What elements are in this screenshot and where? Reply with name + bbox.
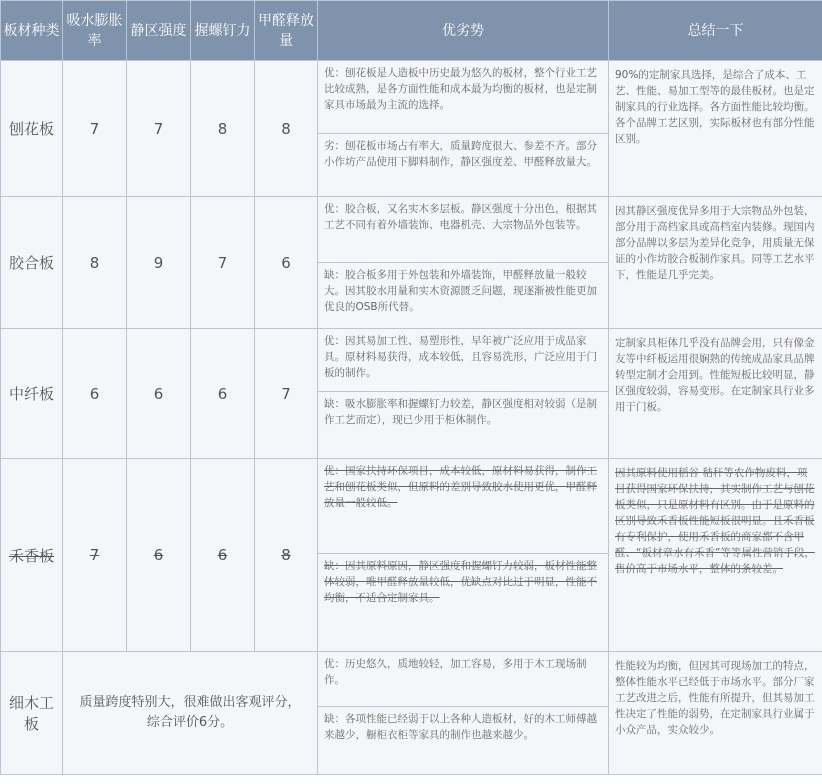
header-formaldehyde: 甲醛释放量 [255, 1, 318, 61]
screw-score: 7 [191, 197, 255, 329]
screw-score: 8 [191, 61, 255, 197]
expansion-score: 6 [63, 329, 127, 459]
table-row [1, 652, 822, 707]
table-row [1, 197, 822, 263]
expansion-score: 7 [63, 61, 127, 197]
formaldehyde-score: 8 [255, 459, 318, 652]
material-name: 中纤板 [1, 329, 63, 459]
cons-text: 缺：吸水膨胀率和握螺钉力较差，静区强度相对较弱（是制作工艺而定），现已少用于柜体制作。 [318, 392, 609, 459]
header-expansion: 吸水膨胀率 [63, 1, 127, 61]
pros-text: 优：历史悠久，质地较轻，加工容易，多用于木工现场制作。 [318, 652, 609, 707]
material-name: 胶合板 [1, 197, 63, 329]
pros-text: 优：因其易加工性、易塑形性，早年被广泛应用于成品家具。原材料易获得，成本较低，且容易洗形，广泛应用于门板的制作。 [318, 329, 609, 392]
cons-text: 劣：刨花板市场占有率大，质量跨度很大、参差不齐。部分小作坊产品使用下脚料制作，静区强度差、甲醛释放量大。 [318, 134, 609, 197]
formaldehyde-score: 6 [255, 197, 318, 329]
material-name: 禾香板 [1, 459, 63, 652]
table-row [1, 329, 822, 392]
formaldehyde-score: 8 [255, 61, 318, 197]
table-row [1, 459, 822, 554]
header-strength: 静区强度 [127, 1, 191, 61]
cons-text: 缺：各项性能已经弱于以上各种人造板材，好的木工师傅越来越少，橱柜衣柜等家具的制作也越来越少。 [318, 707, 609, 775]
strength-score: 6 [127, 329, 191, 459]
strength-score: 7 [127, 61, 191, 197]
pros-text: 优：国家扶持环保项目，成本较低，原材料易获得，制作工艺和刨花板类似，但原料的差别导致胶水使用更优，甲醛释放量一般较低。 [318, 459, 609, 554]
header-summary: 总结一下 [609, 1, 822, 61]
header-material: 板材种类 [1, 1, 63, 61]
material-name: 刨花板 [1, 61, 63, 197]
strength-score: 6 [127, 459, 191, 652]
table-row [1, 61, 822, 134]
summary-text: 性能较为均衡，但因其可现场加工的特点，整体性能水平已经低于市场水平。部分厂家工艺改进之后，性能有所提升，但其易加工性决定了性能的弱势，在定制家具行业属于小众产品，实众较少。 [609, 652, 822, 775]
screw-score: 6 [191, 459, 255, 652]
strength-score: 9 [127, 197, 191, 329]
header-screw: 握螺钉力 [191, 1, 255, 61]
pros-text: 优：胶合板，又名实木多层板。静区强度十分出色，根据其工艺不同有着外墙装饰、电器机壳、大宗物品外包装等。 [318, 197, 609, 263]
screw-score: 6 [191, 329, 255, 459]
header-row [1, 1, 822, 61]
material-name: 细木工板 [1, 652, 63, 775]
summary-text: 因其静区强度优异多用于大宗物品外包装，部分用于高档家具或高档室内装修。现国内部分品牌以多层为差异化竞争，用质量无保证的小作坊胶合板制作家具。同等工艺水平下，性能是几乎完美。 [609, 197, 822, 329]
merged-score-note: 质量跨度特别大，很难做出客观评分，综合评价6分。 [63, 652, 318, 775]
pros-text: 优：刨花板是人造板中历史最为悠久的板材，整个行业工艺比较成熟，是各方面性能和成本最为均衡的板材，也是定制家具市场最为主流的选择。 [318, 61, 609, 134]
cons-text: 缺：胶合板多用于外包装和外墙装饰，甲醛释放量一般较大。因其胶水用量和实木资源匮乏问题，现逐渐被性能更加优良的OSB所代替。 [318, 263, 609, 329]
cons-text: 缺：因其原料原因，静区强度和握螺钉力较弱，板材性能整体较弱，唯甲醛释放量较低，优缺点对比过于明显，性能不均衡，不适合定制家具。 [318, 554, 609, 652]
header-pros-cons: 优劣势 [318, 1, 609, 61]
expansion-score: 8 [63, 197, 127, 329]
expansion-score: 7 [63, 459, 127, 652]
formaldehyde-score: 7 [255, 329, 318, 459]
summary-text: 因其原料使用稻谷 秸秆等农作物废料，项目获得国家环保扶持，其实制作工艺与刨花板类似，只是原材料有区别。由于是原料的区别导致禾香板性能短板很明显。且禾香板有专利保护，使用禾香板的商家都不含甲醛、“板材章水有禾香”等等属性营销手段，售价高于市场水平，整体的条较差。 [609, 459, 822, 652]
summary-text: 90%的定制家具选择，是综合了成本、工艺、性能、易加工型等的最佳板材。也是定制家具的行业选择。各方面性能比较均衡。各个品牌工艺区别，实际板材也有部分性能区别。 [609, 61, 822, 197]
summary-text: 定制家具柜体几乎没有品牌会用，只有像金友等中纤板运用很娴熟的传统成品家具品牌转型定制才会用到。性能短板比较明显，静区强度较弱，容易变形。在定制家具行业多用于门板。 [609, 329, 822, 459]
